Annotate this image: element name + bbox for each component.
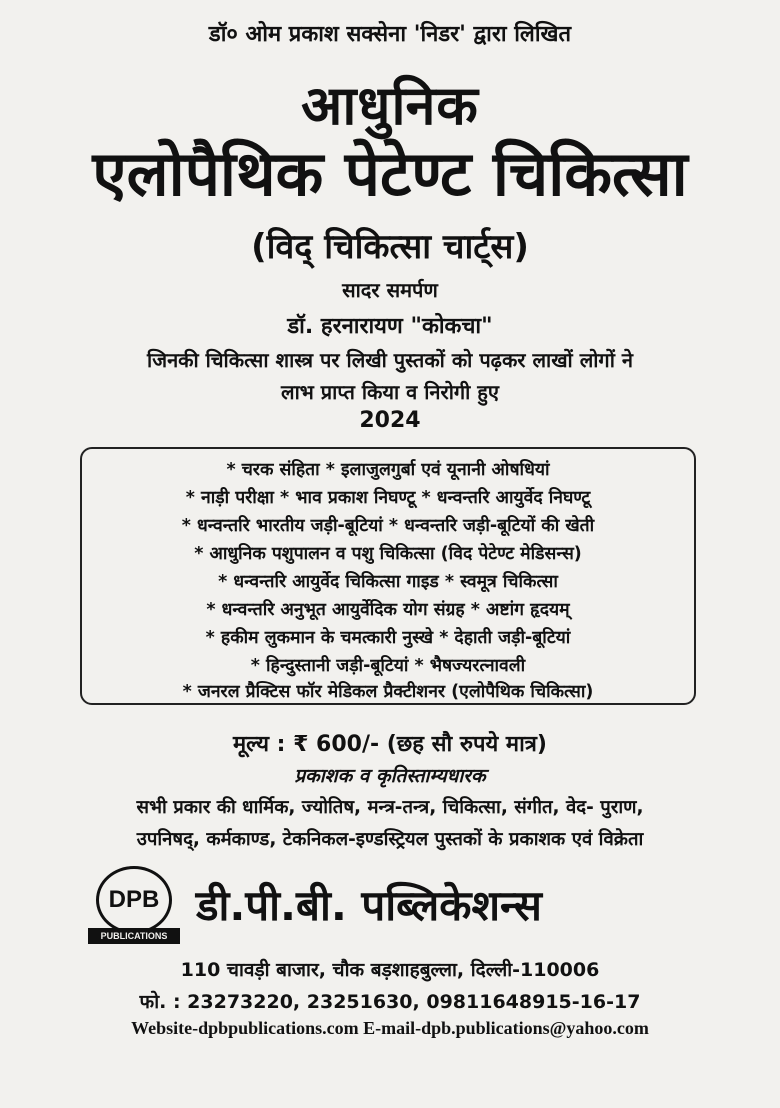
publisher-phone: फो. : 23273220, 23251630, 09811648915-16-17 [139,991,641,1013]
book-list-line: * धन्वन्तरि भारतीय जड़ी-बूटियां * धन्वन्तरि जड़ी-बूटियों की खेती [181,516,595,536]
price-line: मूल्य : ₹ 600/- (छह सौ रुपये मात्र) [233,732,547,757]
other-books-box [80,447,696,705]
book-list-line: * हिन्दुस्तानी जड़ी-बूटियां * भैषज्यरत्नावली [250,656,526,676]
publisher-genres-1: सभी प्रकार की धार्मिक, ज्योतिष, मन्त्र-तन्त्र, चिकित्सा, संगीत, वेद- पुराण, [136,797,644,818]
book-list-line: * चरक संहिता * इलाजुलगुर्बा एवं यूनानी ओषधियां [226,460,550,480]
book-list-line: * आधुनिक पशुपालन व पशु चिकित्सा (विद पेटेण्ट मेडिसन्स) [194,544,582,564]
dedication-text-2: लाभ प्राप्त किया व निरोगी हुए [281,380,499,404]
publisher-web-email: Website-dpbpublications.com E-mail-dpb.publications@yahoo.com [131,1018,649,1038]
book-title-line2: एलोपैथिक पेटेण्ट चिकित्सा [92,137,688,210]
book-title-line1: आधुनिक [301,74,479,137]
logo-band-text: PUBLICATIONS [88,928,180,944]
book-subtitle: (विद् चिकित्सा चार्ट्स) [251,227,529,267]
logo-circle-text: DPB [96,866,172,934]
dedicatee-name: डॉ. हरनारायण "कोकचा" [287,314,493,339]
book-list-line: * धन्वन्तरि अनुभूत आयुर्वेदिक योग संग्रह * अष्टांग हृदयम् [206,600,570,620]
book-list-line: * जनरल प्रैक्टिस फॉर मेडिकल प्रैक्टीशनर (एलोपैथिक चिकित्सा) [182,682,594,702]
publisher-name: डी.पी.बी. पब्लिकेशन्स [196,881,542,930]
book-list-line: * हकीम लुकमान के चमत्कारी नुस्खे * देहाती जड़ी-बूटियां [205,628,571,648]
dedication-label: सादर समर्पण [342,278,438,302]
edition-year: 2024 [359,408,421,433]
book-list-line: * नाड़ी परीक्षा * भाव प्रकाश निघण्टू * धन्वन्तरि आयुर्वेद निघण्टू [185,488,591,508]
dpb-logo [88,866,180,948]
book-list-line: * धन्वन्तरि आयुर्वेद चिकित्सा गाइड * स्वमूत्र चिकित्सा [218,572,558,592]
dedication-text-1: जिनकी चिकित्सा शास्त्र पर लिखी पुस्तकों को पढ़कर लाखों लोगों ने [147,348,633,372]
publisher-genres-2: उपनिषद्, कर्मकाण्ड, टेकनिकल-इण्डस्ट्रियल पुस्तकों के प्रकाशक एवं विक्रेता [136,829,644,850]
publisher-address: 110 चावड़ी बाजार, चौक बड़शाहबुल्ला, दिल्ली-110006 [180,959,600,981]
publisher-rights-label: प्रकाशक व कृतिस्ताम्यधारक [294,765,486,787]
author-line: डॉ० ओम प्रकाश सक्सेना 'निडर' द्वारा लिखित [208,22,572,47]
